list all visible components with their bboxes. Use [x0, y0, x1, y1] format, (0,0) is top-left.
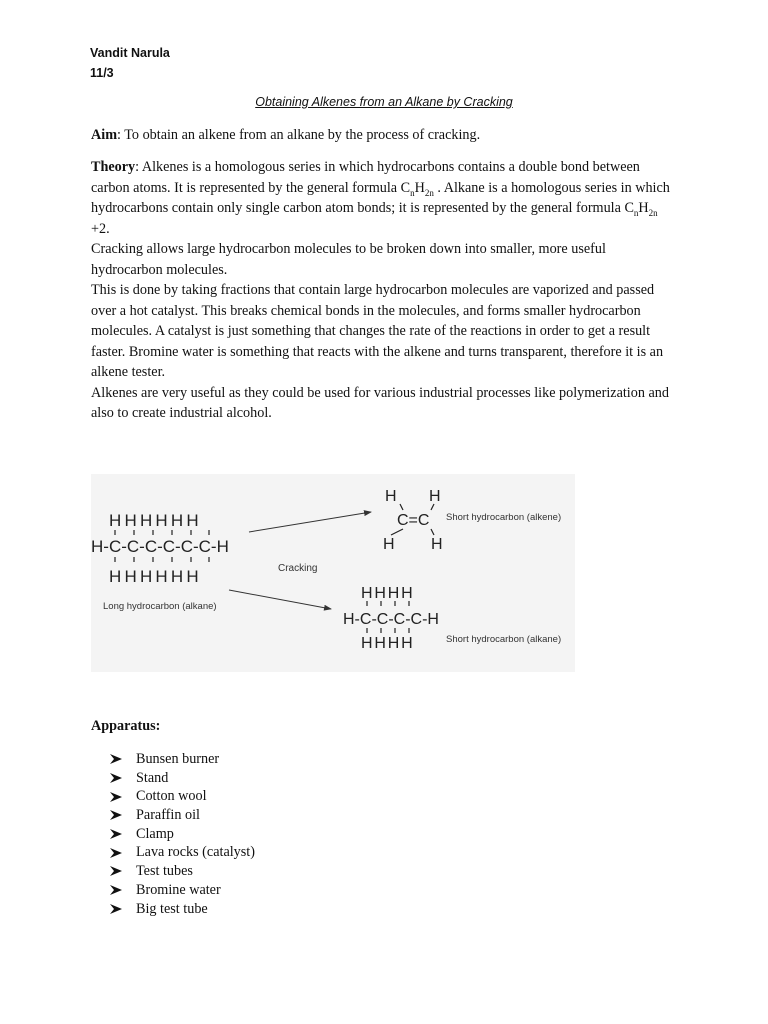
- list-item: [108, 900, 255, 919]
- formula-subscript: n: [410, 187, 415, 198]
- list-item: [108, 862, 255, 881]
- theory-text-1: : Alkenes is a homologous series in which hydrocarbons contains a double bond between carbon atoms. It is represented by the general formula C: [91, 159, 640, 196]
- arrowhead-bullet-icon: [108, 847, 124, 859]
- class-label: 11/3: [90, 66, 114, 80]
- theory-text-3: +2.: [91, 220, 110, 237]
- list-item: [108, 769, 255, 788]
- apparatus-item-label: Clamp: [136, 825, 174, 842]
- arrowhead-bullet-icon: [108, 772, 124, 784]
- apparatus-list: [108, 750, 255, 918]
- list-item: [108, 843, 255, 862]
- document-title: Obtaining Alkenes from an Alkane by Cracking: [255, 95, 513, 109]
- alkene-core: C=C: [397, 512, 430, 529]
- list-item: [108, 787, 255, 806]
- formula-symbol: H: [414, 179, 425, 196]
- apparatus-item-label: Lava rocks (catalyst): [136, 844, 255, 861]
- author-name: Vandit Narula: [90, 46, 170, 60]
- formula-subscript: n: [633, 207, 639, 218]
- apparatus-item-label: Bunsen burner: [136, 751, 220, 767]
- arrowhead-bullet-icon: [108, 809, 124, 821]
- alkene-hydrogen: H: [385, 488, 397, 505]
- short-alkane-bottom-bonds: [367, 628, 409, 633]
- formula-subscript: 2n: [424, 187, 434, 198]
- alkene-hydrogen: H: [383, 536, 395, 553]
- short-alkane-bottom-hydrogens: HHHH: [361, 635, 415, 652]
- arrowhead-bullet-icon: [108, 753, 124, 765]
- theory-text-2: . Alkane is a homologous series in which hydrocarbons contain only single carbon atom bonds; it is represented by the general formula C: [91, 179, 670, 216]
- arrowhead-bullet-icon: [108, 865, 124, 877]
- formula-subscript: 2n: [648, 207, 658, 218]
- formula-symbol: H: [638, 200, 649, 216]
- long-alkane-top-bonds: [115, 530, 209, 535]
- aim-text: : To obtain an alkene from an alkane by the process of cracking.: [117, 127, 481, 143]
- alkene-label: Short hydrocarbon (alkene): [446, 512, 562, 523]
- arrowhead-bullet-icon: [108, 884, 124, 896]
- list-item: [108, 881, 255, 900]
- apparatus-item-label: Cotton wool: [136, 788, 207, 805]
- aim-label: Aim: [91, 127, 118, 143]
- long-alkane-chain: H-C-C-C-C-C-C-H: [91, 537, 229, 556]
- long-alkane-bottom-bonds: [115, 557, 209, 562]
- theory-paragraph-4: Alkenes are very useful as they could be used for various industrial processes like polymerization and also to create industrial alcohol.: [91, 384, 669, 421]
- arrowhead-bullet-icon: [108, 903, 124, 915]
- apparatus-item-label: Bromine water: [136, 881, 221, 898]
- aim-paragraph: [91, 125, 676, 146]
- arrowhead-bullet-icon: [108, 828, 124, 840]
- apparatus-item-label: Paraffin oil: [136, 807, 200, 824]
- cracking-label: Cracking: [278, 563, 318, 574]
- long-alkane-top-hydrogens: HHHHHH: [109, 511, 202, 530]
- short-alkane-chain: H-C-C-C-C-H: [343, 611, 439, 628]
- arrowhead-bullet-icon: [108, 791, 124, 803]
- apparatus-item-label: Stand: [136, 769, 169, 786]
- list-item: [108, 825, 255, 844]
- theory-paragraph-3: This is done by taking fractions that contain large hydrocarbon molecules are vaporized and passed over a hot catalyst. This breaks chemical bonds in the molecules, and forms smaller hydrocarbon molecules. A catalyst is just something that changes the rate of the reactions in order to get a result faster. Bromine water is something that reacts with the alkene and turns transparent, therefore it is an alkene tester.: [91, 282, 664, 380]
- theory-label: Theory: [91, 159, 136, 175]
- short-alkane-label: Short hydrocarbon (alkane): [446, 634, 562, 645]
- alkene-bond: [400, 504, 403, 510]
- alkene-bond: [391, 529, 403, 535]
- alkene-bond: [431, 529, 434, 535]
- arrow-to-alkene: [249, 512, 371, 532]
- list-item: [108, 750, 255, 769]
- list-item: [108, 806, 255, 825]
- apparatus-item-label: Big test tube: [136, 900, 208, 917]
- theory-paragraph-2: Cracking allows large hydrocarbon molecules to be broken down into smaller, more useful hydrocarbon molecules.: [91, 241, 606, 278]
- arrow-to-short-alkane: [229, 590, 331, 609]
- cracking-diagram: [91, 474, 575, 672]
- apparatus-heading: Apparatus:: [91, 718, 161, 734]
- theory-section: [91, 157, 676, 424]
- long-alkane-label: Long hydrocarbon (alkane): [103, 601, 217, 612]
- long-alkane-bottom-hydrogens: HHHHHH: [109, 567, 202, 586]
- alkene-hydrogen: H: [429, 488, 441, 505]
- alkene-hydrogen: H: [431, 536, 443, 553]
- theory-paragraph-1: [91, 157, 676, 239]
- apparatus-item-label: Test tubes: [136, 863, 193, 880]
- short-alkane-top-hydrogens: HHHH: [361, 585, 415, 602]
